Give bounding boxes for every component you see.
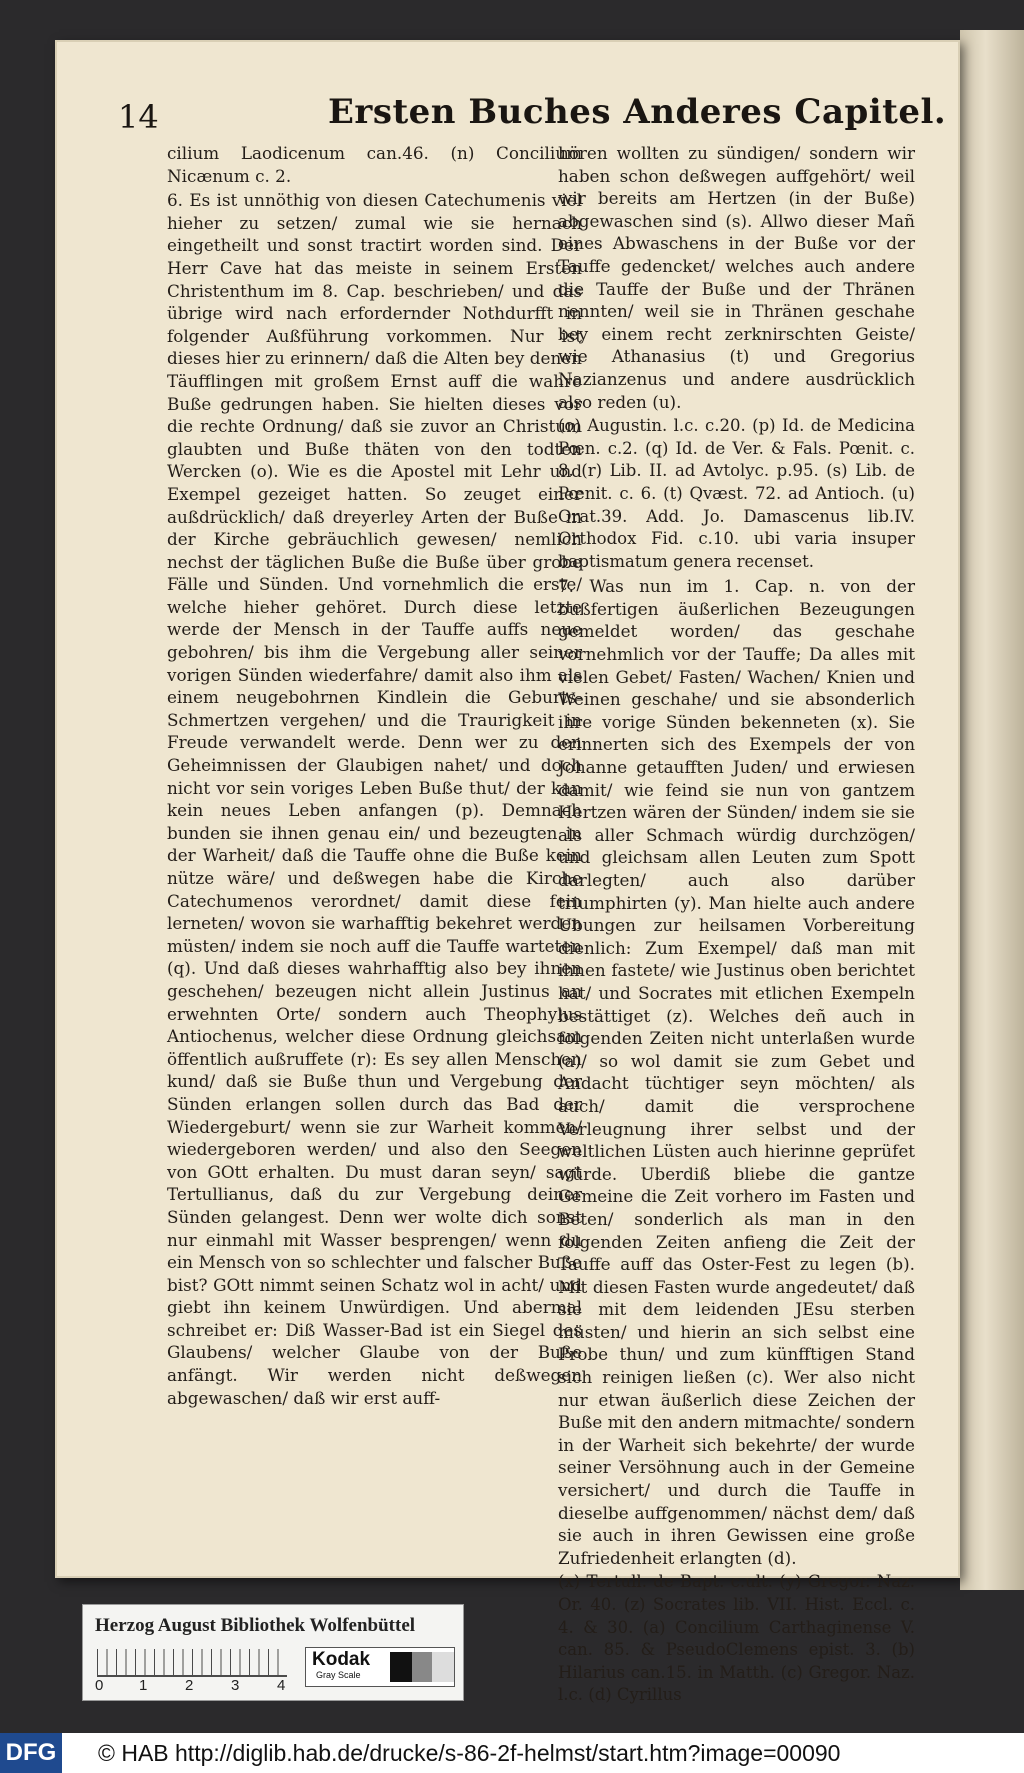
page-edge	[960, 30, 1024, 1590]
footer-bar	[0, 1733, 1024, 1773]
institution-label: Herzog August Bibliothek Wolfenbüttel	[95, 1615, 416, 1636]
right-column	[558, 142, 915, 1709]
kodak-subtitle: Gray Scale	[316, 1670, 361, 1680]
ruler-number: 0	[95, 1677, 104, 1694]
gray-swatch	[412, 1652, 434, 1682]
ruler-number: 4	[277, 1677, 286, 1694]
gray-swatch	[390, 1652, 412, 1682]
ruler-number: 2	[185, 1677, 194, 1694]
running-title: Ersten Buches Anderes Capitel.	[328, 92, 947, 132]
color-calibration-card	[82, 1604, 464, 1701]
gray-swatch	[432, 1652, 454, 1682]
page-number: 14	[118, 98, 159, 136]
ruler-number: 1	[139, 1677, 148, 1694]
text-paragraph: 7. Was nun im 1. Cap. n. von der bußfertigen äußerlichen Bezeugungen gemeldet worden/ das geschahe vornehmlich vor der Tauffe; Da alles mit vielen Gebet/ Fasten/ Wachen/ Knien und Weinen geschahe/ und sie absonderlich ihre vorige Sünden bekenneten (x). Sie erinnerten sich des Exempels der von Johanne getaufften Juden/ und erwiesen damit/ wie feind sie nun von gantzem Hertzen wären der Sünden/ indem sie sie als aller Schmach würdig durchzögen/ und gleichsam allen Leuten zum Spott darlegten/ auch also darüber triumphirten (y). Man hielte auch andere Ubungen zur heilsamen Vorbereitung dienlich: Zum Exempel/ daß man mit ihnen fastete/ wie Justinus oben berichtet hat/ und Socrates mit etlichen Exempeln bestättiget (z). Welches deñ auch in folgenden Zeiten nicht unterlaßen wurde (a)/ so wol damit sie zum Gebet und Andacht tüchtiger seyn möchten/ als auch/ damit die versprochene Verleugnung ihrer selbst und der weltlichen Lüsten auch hierinne geprüfet würde. Uberdiß bliebe die gantze Gemeine die Zeit vorhero im Fasten und Beten/ sonderlich als man in den folgenden Zeiten anfieng die Zeit der Tauffe auff das Oster-Fest zu legen (b). Mit diesen Fasten wurde angedeutet/ daß sie mit dem leidenden JEsu sterben müsten/ und hierin an sich selbst eine Probe thun/ und zum künfftigen Stand sich reinigen ließen (c). Wer also nicht nur etwan äußerlich diese Zeichen der Buße mit den andern mitmachte/ sondern in der Warheit sich bekehrte/ der wurde seiner Versöhnung auch in der Gemeine versichert/ und durch die Tauffe in dieselbe auffgenommen/ nächst dem/ daß sie auch in ihren Gewissen eine große Zufriedenheit erlangten (d).	[558, 576, 915, 1568]
footnotes: (x) Tertull. de Bapt. c.ult. (y) Gregor. Naz. Or. 40. (z) Socrates lib. VII. Hist. Eccl. c. 4. & 30. (a) Concilium Carthaginense V. can. 85. & PseudoClemens epist. 3. (b) Hilarius can.15. in Matth. (c) Gregor. Naz. l.c. (d) Cyrillus	[558, 1572, 915, 1705]
text-paragraph: 6. Es ist unnöthig von diesen Catechumenis viel hieher zu setzen/ zumal wie sie hernach eingetheilt und sonst tractirt worden sind. Der Herr Cave hat das meiste in seinem Ersten Christenthum im 8. Cap. beschrieben/ und das übrige wird nach erfordernder Nothdurfft in folgender Außführung vorkommen. Nur ist dieses hier zu erinnern/ daß die Alten bey denen Täufflingen mit großem Ernst auff die wahre Buße gedrungen haben. Sie hielten dieses vor die rechte Ordnung/ daß sie zuvor an Christum glaubten und Buße thäten von den todten Wercken (o). Wie es die Apostel mit Lehr und Exempel gezeiget hatten. So zeuget einer außdrücklich/ daß dreyerley Arten der Buße in der Kirche gebräuchlich gewesen/ nemlich nechst der täglichen Buße die Buße über grobe Fälle und Sünden. Und vornehmlich die erste/ welche hieher gehöret. Durch diese letzte werde der Mensch in der Tauffe auffs neue gebohren/ bis ihm die Vergebung aller seiner vorigen Sünden wiederfahre/ damit also ihm als einem neugebohrnen Kindlein die Geburts-Schmertzen vergehen/ und die Traurigkeit in Freude verwandelt werde. Denn wer zu den Geheimnissen der Glaubigen nahet/ und doch nicht vor sein voriges Leben Buße thut/ der kan kein neues Leben anfangen (p). Demnach bunden sie ihnen genau ein/ und bezeugten in der Warheit/ daß die Tauffe ohne die Buße kein nütze wäre/ und deßwegen habe die Kirche Catechumenos verordnet/ damit diese fein lerneten/ wovon sie warhafftig bekehret werden müsten/ indem sie noch auff die Tauffe warteten (q). Und daß dieses wahrhafftig also bey ihnen geschehen/ bezeugen nicht allein Justinus an erwehnten Orte/ sondern auch Theophylus Antiochenus, welcher diese Ordnung gleichsam öffentlich außruffete (r): Es sey allen Menschen kund/ daß sie Buße thun und Vergebung der Sünden erlangen sollen durch das Bad der Wiedergeburt/ wenn sie zur Warheit kommen/ wiedergeboren werden/ und also den Seegen von GOtt erhalten. Du must daran seyn/ sagt Tertullianus, daß du zur Vergebung deiner Sünden gelangest. Denn wer wolte dich sonst nur einmahl mit Wasser besprengen/ wenn du ein Mensch von so schlechter und falscher Buße bist? GOtt nimmt seinen Schatz wol in acht/ und giebt ihn keinem Unwürdigen. Und abermal schreibet er: Diß Wasser-Bad ist ein Siegel des Glaubens/ welcher Glaube von der Buße anfängt. Wir werden nicht deßwegen abgewaschen/ daß wir erst auff-	[167, 190, 582, 1408]
footer-link[interactable]: © HAB http://diglib.hab.de/drucke/s-86-2f-helmst/start.htm?image=00090	[98, 1740, 841, 1766]
footnotes: (o) Augustin. l.c. c.20. (p) Id. de Medicina Pœn. c.2. (q) Id. de Ver. & Fals. Pœnit. c. 8. (r) Lib. II. ad Avtolyc. p.95. (s) Lib. de Pœnit. c. 6. (t) Qvæst. 72. ad Antioch. (u) Orat.39. Add. Jo. Damascenus lib.IV. Orthodox Fid. c.10. ubi varia insuper baptismatum genera recenset.	[558, 416, 915, 571]
scale-ruler	[97, 1649, 287, 1677]
dfg-logo: DFG	[0, 1733, 62, 1773]
text-paragraph: hören wollten zu sündigen/ sondern wir haben schon deßwegen auffgehört/ weil wir bereits am Hertzen (in der Buße) abgewaschen sind (s). Allwo dieser Mañ eines Abwaschens in der Buße vor der Tauffe gedencket/ welches auch andere die Tauffe der Buße und der Thränen nennten/ weil sie in Thränen geschahe bey einem recht zerknirschten Geiste/ wie Athanasius (t) und Gregorius Nazianzenus und andere ausdrücklich also reden (u).	[558, 143, 915, 412]
kodak-gray-scale	[305, 1647, 455, 1687]
ruler-numbers	[95, 1677, 295, 1697]
left-column	[167, 142, 582, 1411]
text-paragraph: cilium Laodicenum can.46. (n) Concilium Nicænum c. 2.	[167, 143, 582, 186]
kodak-brand: Kodak	[312, 1649, 371, 1670]
ruler-number: 3	[231, 1677, 240, 1694]
page-header	[118, 92, 947, 142]
